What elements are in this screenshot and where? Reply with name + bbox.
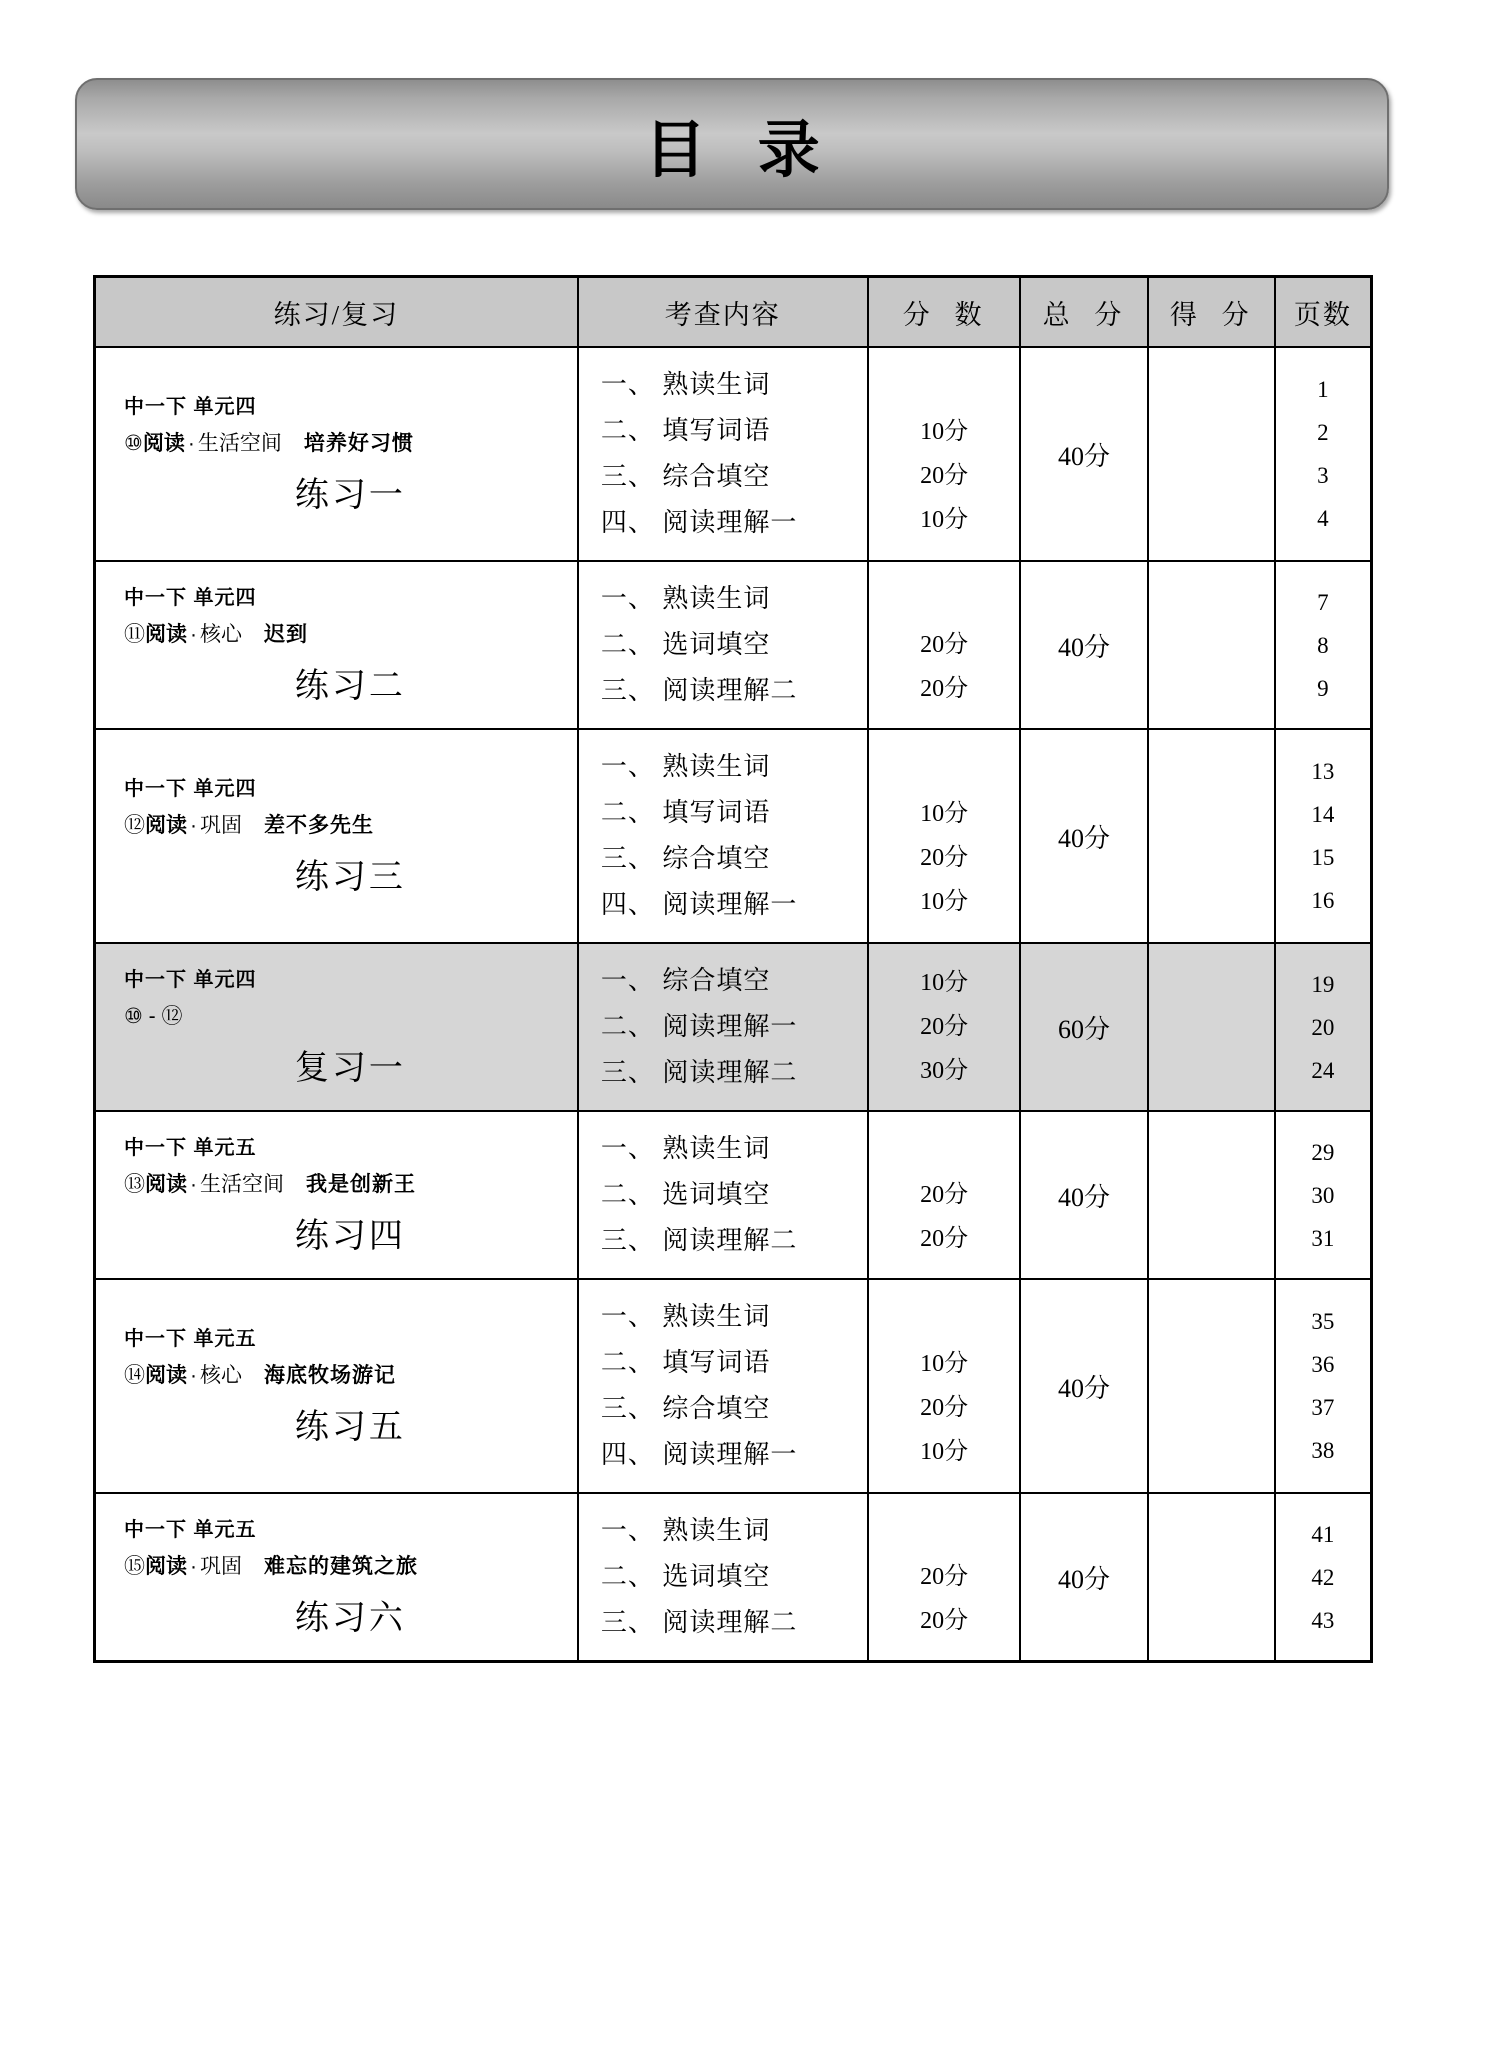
exercise-category: 生活空间	[200, 1173, 284, 1196]
table-row	[95, 1279, 1372, 1493]
exercise-tag: 阅读	[145, 1555, 187, 1578]
content-item: 三、 综合填空	[600, 1394, 771, 1423]
page-number: 30	[1311, 1182, 1335, 1208]
content-item: 一、 熟读生词	[600, 584, 771, 613]
exercise-topic: 我是创新王	[306, 1173, 416, 1196]
score-value: 10分	[920, 507, 969, 533]
content-list	[579, 1112, 867, 1278]
header-score: 分 数	[868, 277, 1021, 348]
exercise-label: 练习四	[294, 1218, 406, 1255]
exercise-subtitle	[124, 809, 577, 839]
header-total: 总 分	[1020, 277, 1147, 348]
table-row	[95, 1111, 1372, 1279]
page-number: 35	[1311, 1309, 1335, 1334]
exercise-cell	[95, 943, 578, 1111]
exercise-cell-inner	[96, 1497, 577, 1657]
content-item: 四、 阅读理解一	[600, 508, 798, 537]
exercise-meta: 中一下 单元五	[124, 1137, 257, 1159]
page-number: 31	[1311, 1225, 1335, 1251]
exercise-tag: 阅读	[145, 1364, 187, 1387]
total-score-cell: 40分	[1020, 1111, 1147, 1279]
table-header	[95, 277, 1372, 348]
separator-dot: ·	[190, 1364, 197, 1387]
separator-dot: ·	[190, 814, 197, 837]
score-cell	[868, 943, 1021, 1111]
exercise-meta: 中一下 单元四	[124, 969, 257, 991]
page-number-cell	[1275, 1493, 1372, 1662]
score-value: 20分	[920, 1226, 969, 1252]
content-item: 三、 综合填空	[600, 844, 771, 873]
exercise-cell	[95, 1111, 578, 1279]
exercise-subtitle	[124, 427, 577, 457]
table-of-contents	[93, 275, 1373, 1663]
content-item: 四、 阅读理解一	[600, 1440, 798, 1469]
page-number: 2	[1317, 420, 1329, 445]
exercise-tag: 阅读	[145, 1173, 187, 1196]
table-row	[95, 943, 1372, 1111]
score-value: 10分	[920, 419, 969, 445]
score-list	[869, 748, 1020, 924]
content-item: 二、 填写词语	[600, 1348, 771, 1377]
content-item: 三、 阅读理解二	[600, 1226, 798, 1255]
exercise-topic: 海底牧场游记	[264, 1364, 396, 1387]
score-value: 20分	[920, 1564, 969, 1590]
score-value: 20分	[920, 1182, 969, 1208]
obtained-score-cell[interactable]	[1148, 1111, 1275, 1279]
exercise-label: 练习三	[294, 859, 406, 896]
score-value: 20分	[920, 845, 969, 871]
total-score-cell: 60分	[1020, 943, 1147, 1111]
exercise-cell	[95, 347, 578, 561]
exercise-category: 生活空间	[197, 432, 282, 455]
score-value: 20分	[920, 632, 969, 658]
content-cell	[578, 943, 868, 1111]
exercise-category: 核心	[200, 623, 242, 646]
obtained-score-cell[interactable]	[1148, 1493, 1275, 1662]
score-cell	[868, 1493, 1021, 1662]
content-item: 一、 熟读生词	[600, 1302, 771, 1331]
score-value: 10分	[920, 1351, 969, 1377]
page-number-list	[1276, 750, 1370, 922]
header-page: 页数	[1275, 277, 1372, 348]
content-item: 一、 熟读生词	[600, 752, 771, 781]
content-list	[579, 1280, 867, 1492]
separator-dot: ·	[187, 432, 195, 455]
exercise-subtitle	[124, 1359, 577, 1389]
content-item: 二、 填写词语	[600, 798, 771, 827]
score-value: 20分	[920, 1014, 969, 1040]
content-cell	[578, 1111, 868, 1279]
page-number: 7	[1317, 589, 1329, 615]
page-number-list	[1276, 368, 1370, 540]
content-cell	[578, 1279, 868, 1493]
score-value	[869, 366, 1020, 410]
exercise-label: 练习二	[294, 668, 406, 705]
page-number: 41	[1311, 1521, 1335, 1547]
exercise-cell	[95, 1493, 578, 1662]
obtained-score-cell[interactable]	[1148, 561, 1275, 729]
exercise-subtitle	[124, 1550, 577, 1580]
header-exercise: 练习/复习	[95, 277, 578, 348]
header-row	[95, 277, 1372, 348]
exercise-cell-inner	[96, 374, 577, 534]
score-value	[869, 1511, 1020, 1555]
score-value: 10分	[920, 889, 969, 915]
content-list	[579, 944, 867, 1110]
exercise-number: ⑩ - ⑫	[124, 1005, 183, 1028]
exercise-subtitle	[124, 1168, 577, 1198]
header-content: 考查内容	[578, 277, 868, 348]
exercise-meta: 中一下 单元五	[124, 1519, 257, 1541]
page-number-list	[1276, 1131, 1370, 1260]
page-number: 14	[1311, 802, 1335, 827]
exercise-cell-inner	[96, 756, 577, 916]
score-value: 10分	[920, 1439, 969, 1465]
exercise-cell	[95, 1279, 578, 1493]
score-value: 20分	[920, 1608, 969, 1634]
score-cell	[868, 561, 1021, 729]
exercise-subtitle	[124, 1000, 577, 1030]
content-item: 二、 选词填空	[600, 1180, 771, 1209]
page-title: 目 录	[644, 116, 838, 185]
content-cell	[578, 729, 868, 943]
exercise-label: 练习五	[294, 1409, 406, 1446]
separator-dot: ·	[190, 1555, 197, 1578]
exercise-topic: 差不多先生	[264, 814, 374, 837]
exercise-topic: 迟到	[264, 623, 308, 646]
exercise-cell-inner	[96, 565, 577, 725]
exercise-cell	[95, 561, 578, 729]
content-list	[579, 730, 867, 942]
content-item: 一、 综合填空	[600, 966, 771, 995]
table-body	[95, 347, 1372, 1662]
exercise-topic: 难忘的建筑之旅	[264, 1555, 418, 1578]
score-value	[869, 1298, 1020, 1342]
page-number-cell	[1275, 1111, 1372, 1279]
exercise-meta: 中一下 单元四	[124, 587, 257, 609]
page-number: 19	[1311, 971, 1335, 997]
page-number-cell	[1275, 729, 1372, 943]
total-score-cell: 40分	[1020, 1279, 1147, 1493]
score-value: 10分	[920, 970, 969, 996]
exercise-meta: 中一下 单元四	[124, 396, 257, 418]
content-item: 二、 填写词语	[600, 416, 771, 445]
content-item: 三、 阅读理解二	[600, 1058, 798, 1087]
content-list	[579, 348, 867, 560]
content-item: 二、 阅读理解一	[600, 1012, 798, 1041]
score-value	[869, 748, 1020, 792]
page-number: 29	[1311, 1139, 1335, 1165]
table-row	[95, 729, 1372, 943]
content-item: 二、 选词填空	[600, 630, 771, 659]
obtained-score-cell[interactable]	[1148, 1279, 1275, 1493]
content-cell	[578, 1493, 868, 1662]
content-cell	[578, 561, 868, 729]
content-item: 二、 选词填空	[600, 1562, 771, 1591]
content-item: 三、 阅读理解二	[600, 1608, 798, 1637]
score-value: 20分	[920, 463, 969, 489]
page-title-banner	[75, 78, 1389, 210]
exercise-number: ⑭	[124, 1364, 145, 1387]
page-number-list	[1276, 1513, 1370, 1642]
score-cell	[868, 347, 1021, 561]
separator-dot: ·	[190, 623, 197, 646]
page-number-cell	[1275, 561, 1372, 729]
exercise-cell	[95, 729, 578, 943]
page-number: 20	[1311, 1014, 1335, 1040]
page-number: 37	[1311, 1395, 1335, 1420]
score-value: 30分	[920, 1058, 969, 1084]
page-number: 8	[1317, 632, 1329, 658]
total-score-cell: 40分	[1020, 347, 1147, 561]
exercise-category: 巩固	[200, 1555, 242, 1578]
exercise-meta: 中一下 单元五	[124, 1328, 257, 1350]
exercise-label: 练习一	[294, 477, 406, 514]
exercise-cell-inner	[96, 1306, 577, 1466]
content-item: 一、 熟读生词	[600, 370, 771, 399]
content-item: 三、 阅读理解二	[600, 676, 798, 705]
score-value	[869, 579, 1020, 623]
page-number: 13	[1311, 759, 1335, 784]
content-list	[579, 1494, 867, 1660]
page-number: 38	[1311, 1438, 1335, 1463]
exercise-number: ⑩	[124, 432, 143, 455]
page-number-list	[1276, 963, 1370, 1092]
page-number-cell	[1275, 347, 1372, 561]
obtained-score-cell[interactable]	[1148, 943, 1275, 1111]
content-item: 三、 综合填空	[600, 462, 771, 491]
score-list	[869, 1511, 1020, 1643]
score-cell	[868, 1111, 1021, 1279]
content-item: 一、 熟读生词	[600, 1134, 771, 1163]
page-number-list	[1276, 1300, 1370, 1472]
score-value	[869, 1129, 1020, 1173]
exercise-number: ⑫	[124, 814, 145, 837]
content-item: 一、 熟读生词	[600, 1516, 771, 1545]
page-number: 24	[1311, 1057, 1335, 1083]
page-number: 36	[1311, 1352, 1335, 1377]
header-obtained: 得 分	[1148, 277, 1275, 348]
total-score-cell: 40分	[1020, 561, 1147, 729]
score-cell	[868, 1279, 1021, 1493]
page-number-list	[1276, 581, 1370, 710]
page-number: 15	[1311, 845, 1335, 870]
page-number-cell	[1275, 943, 1372, 1111]
score-list	[869, 579, 1020, 711]
page-number-cell	[1275, 1279, 1372, 1493]
table-row	[95, 1493, 1372, 1662]
score-cell	[868, 729, 1021, 943]
exercise-cell-inner	[96, 1115, 577, 1275]
exercise-tag: 阅读	[145, 814, 187, 837]
page-number: 1	[1317, 377, 1329, 402]
obtained-score-cell[interactable]	[1148, 347, 1275, 561]
score-value: 20分	[920, 1395, 969, 1421]
table-row	[95, 347, 1372, 561]
page-number: 4	[1317, 506, 1329, 531]
page-number: 3	[1317, 463, 1329, 488]
exercise-tag: 阅读	[145, 623, 187, 646]
exercise-meta: 中一下 单元四	[124, 778, 257, 800]
exercise-category: 巩固	[200, 814, 242, 837]
score-list	[869, 1298, 1020, 1474]
exercise-label: 练习六	[294, 1600, 406, 1637]
page-number: 43	[1311, 1607, 1335, 1633]
score-list	[869, 1129, 1020, 1261]
content-item: 四、 阅读理解一	[600, 890, 798, 919]
exercise-category: 核心	[200, 1364, 242, 1387]
exercise-topic: 培养好习惯	[303, 432, 414, 455]
score-value: 20分	[920, 676, 969, 702]
page-number: 16	[1311, 888, 1335, 913]
score-list	[869, 961, 1020, 1093]
exercise-subtitle	[124, 618, 577, 648]
exercise-number: ⑪	[124, 623, 145, 646]
total-score-cell: 40分	[1020, 1493, 1147, 1662]
content-cell	[578, 347, 868, 561]
content-list	[579, 562, 867, 728]
separator-dot: ·	[190, 1173, 197, 1196]
page-number: 42	[1311, 1564, 1335, 1590]
exercise-number: ⑬	[124, 1173, 145, 1196]
exercise-label: 复习一	[294, 1050, 406, 1087]
table-row	[95, 561, 1372, 729]
score-list	[869, 366, 1020, 542]
total-score-cell: 40分	[1020, 729, 1147, 943]
exercise-number: ⑮	[124, 1555, 145, 1578]
page-number: 9	[1317, 675, 1329, 701]
score-value: 10分	[920, 801, 969, 827]
exercise-cell-inner	[96, 947, 577, 1107]
obtained-score-cell[interactable]	[1148, 729, 1275, 943]
exercise-tag: 阅读	[142, 432, 185, 455]
